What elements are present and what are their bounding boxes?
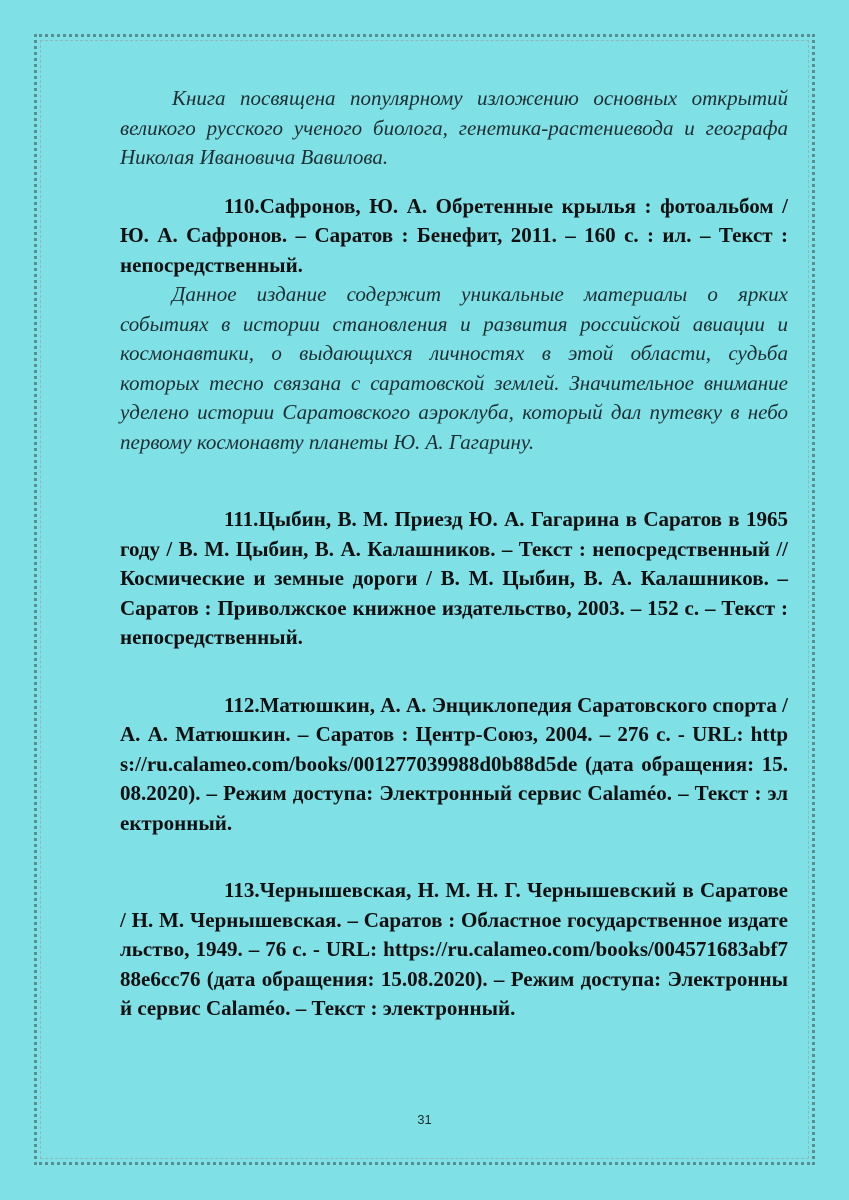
entry-number: 113. [224,878,260,902]
entry-citation-text: Чернышевская, Н. М. Н. Г. Чернышевский в Саратове / Н. М. Чернышевская. – Саратов : Областное государственное издательство, 1949. – 76 с. - URL: https://ru.calameo.com/books/004571683abf788e6cc76 (дата обращения: 15.08.2020). – Режим доступа: Электронный сервис Calaméo. – Текст : электронный. [120,878,788,1020]
intro-annotation: Книга посвящена популярному изложению основных открытий великого русского ученого биолога, генетика-растениевода и географа Николая Ивановича Вавилова. [120,86,788,169]
entry-annotation: Данное издание содержит уникальные материалы о ярких событиях в истории становления и развития российской авиации и космонавтики, о выдающихся личностях в этой области, судьба которых тесно связана с саратовской землей. Значительное внимание уделено истории Саратовского аэроклуба, который дал путевку в небо первому космонавту планеты Ю. А. Гагарину. [120,282,788,454]
entry-citation [120,192,788,281]
entry-113 [120,876,788,1024]
entry-citation-text: Цыбин, В. М. Приезд Ю. А. Гагарина в Саратов в 1965 году / В. М. Цыбин, В. А. Калашников. – Текст : непосредственный // Космические и земные дороги / В. М. Цыбин, В. А. Калашников. – Саратов : Приволжское книжное издательство, 2003. – 152 с. – Текст : непосредственный. [120,507,788,649]
entry-112 [120,691,788,839]
entry-citation-text: Сафронов, Ю. А. Обретенные крылья : фотоальбом / Ю. А. Сафронов. – Саратов : Бенефит, 2011. – 160 с. : ил. – Текст : непосредственный. [120,193,788,277]
entry-number: 112. [224,692,260,717]
entry-citation [120,691,788,839]
entry-citation [120,505,788,653]
entry-citation-text: Матюшкин, А. А. Энциклопедия Саратовского спорта / А. А. Матюшкин. – Саратов : Центр-Союз, 2004. – 276 с. - URL: https://ru.calameo.com/books/001277039988d0b88d5de (дата обращения: 15.08.2020). – Режим доступа: Электронный сервис Calaméo. – Текст : электронный. [120,692,788,835]
entry-citation [120,876,788,1024]
entry-110 [120,192,788,458]
entry-number: 110. [224,193,260,218]
bibliography-content [120,84,788,1024]
page-number: 31 [417,1112,432,1127]
entry-number: 111. [224,507,259,531]
entry-111 [120,505,788,653]
